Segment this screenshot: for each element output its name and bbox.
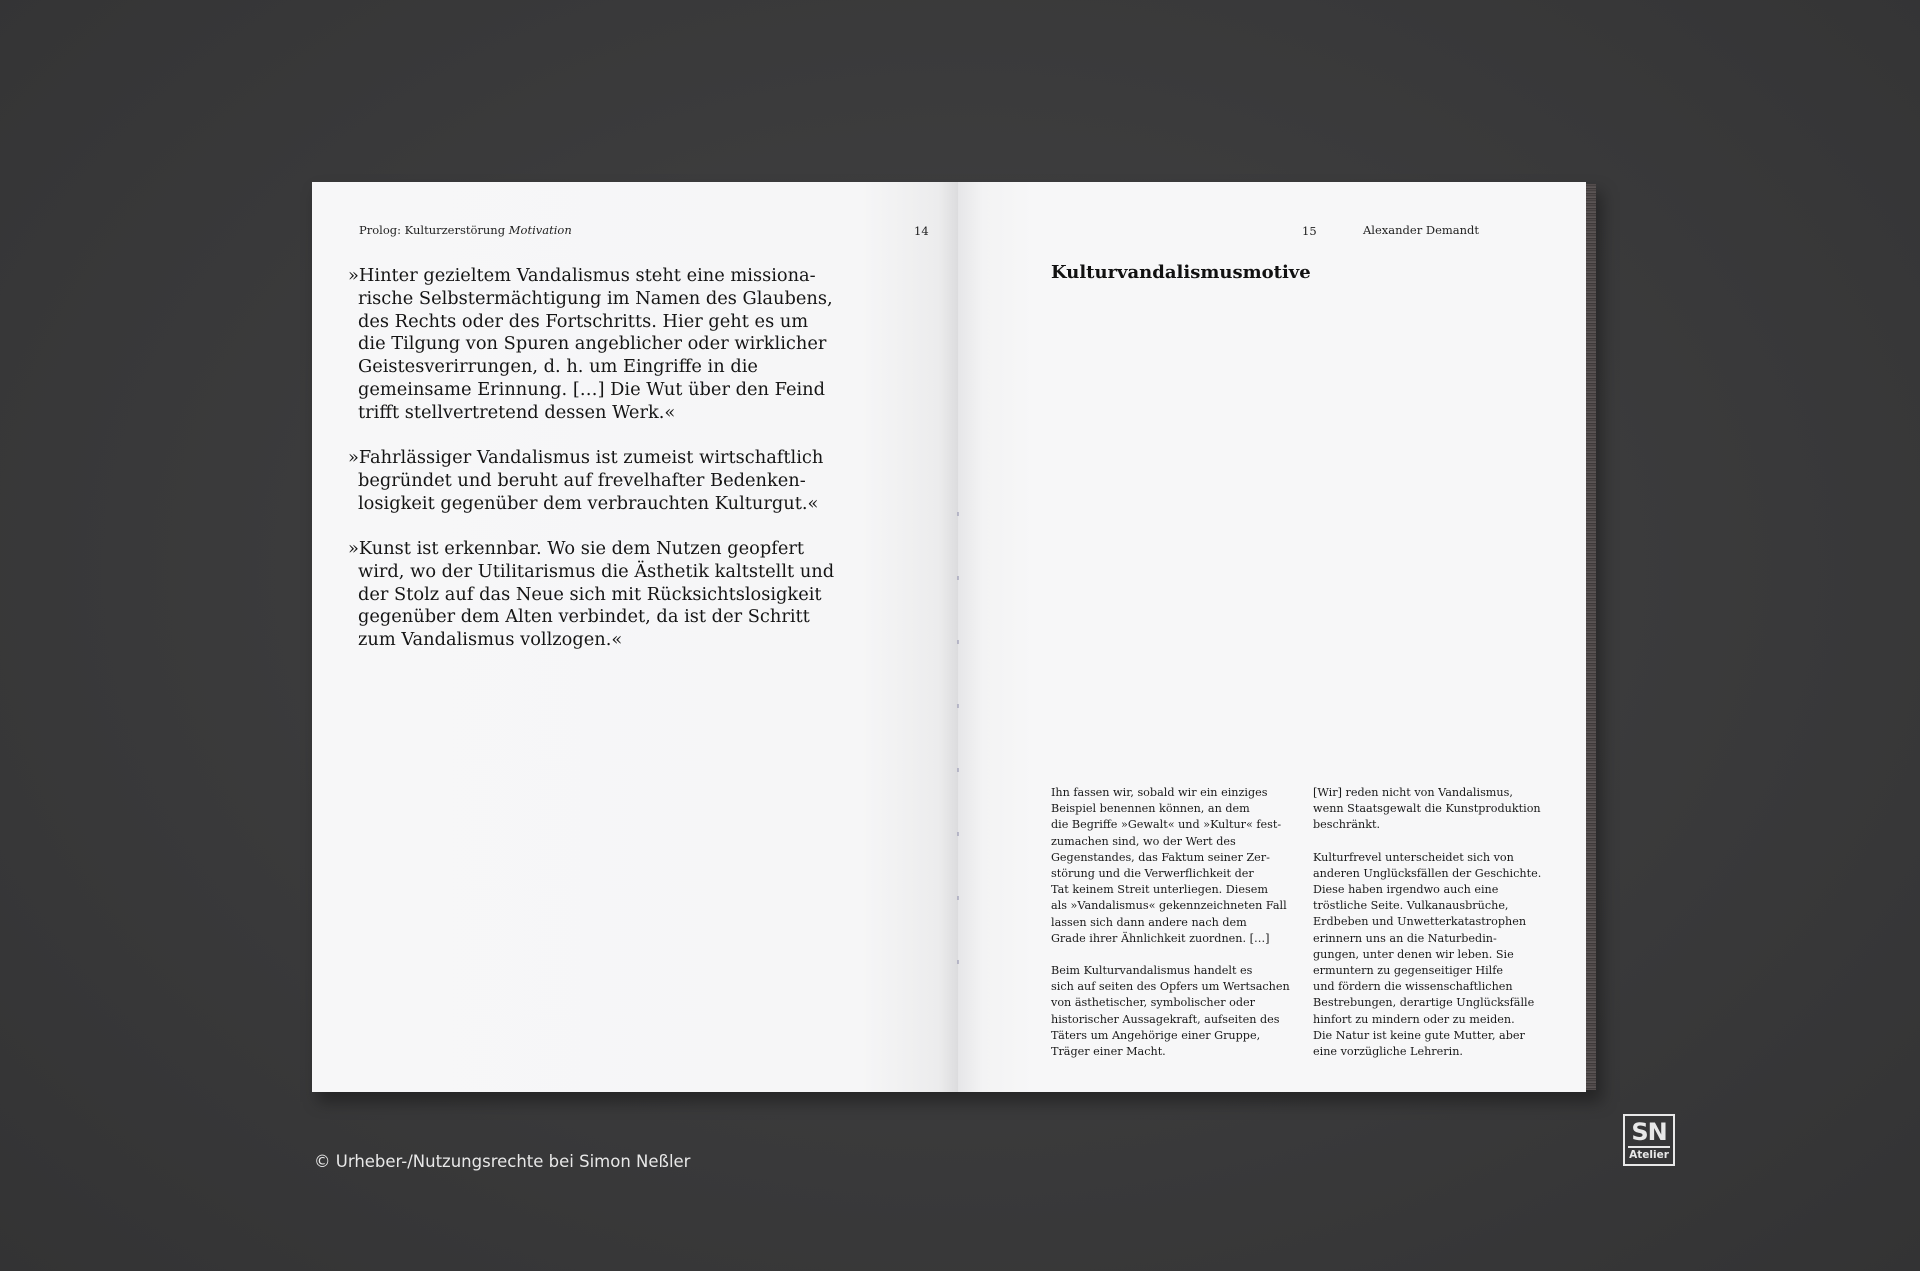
column-line: zumachen sind, wo der Wert des	[1051, 834, 1236, 848]
left-page	[312, 182, 958, 1092]
column-line: und fördern die wissenschaftlichen	[1313, 980, 1513, 994]
quote-line: gemeinsame Erinnung. […] Die Wut über den Feind	[358, 378, 826, 400]
column-line: Kulturfrevel unterscheidet sich von	[1313, 850, 1514, 864]
column-line: wenn Staatsgewalt die Kunstproduktion	[1313, 802, 1541, 816]
column-line: störung und die Verwerflichkeit der	[1051, 867, 1254, 881]
open-book	[312, 182, 1596, 1092]
quote-line: »Kunst ist erkennbar. Wo sie dem Nutzen geopfert	[348, 538, 804, 559]
quote-line: gegenüber dem Alten verbindet, da ist der Schritt	[358, 606, 810, 628]
column-line: Ihn fassen wir, sobald wir ein einziges	[1051, 786, 1268, 799]
column-line: hinfort zu mindern oder zu meiden.	[1313, 1012, 1515, 1026]
column-line: lassen sich dann andere nach dem	[1051, 915, 1247, 929]
chapter-title: Kulturvandalismusmotive	[1051, 262, 1311, 283]
logo-subtitle: Atelier	[1628, 1146, 1670, 1162]
book-page-edge	[1586, 184, 1596, 1090]
column-line: gungen, unter denen wir leben. Sie	[1313, 947, 1514, 961]
column-line: Beispiel benennen können, an dem	[1051, 802, 1250, 816]
column-line: ermuntern zu gegenseitiger Hilfe	[1313, 964, 1504, 978]
quote-line: des Rechts oder des Fortschritts. Hier geht es um	[358, 310, 809, 332]
column-line: Träger einer Macht.	[1051, 1045, 1166, 1059]
text-column-1	[1051, 785, 1290, 1060]
quote-line: rische Selbstermächtigung im Namen des Glaubens,	[358, 287, 833, 309]
logo-initials: SN	[1631, 1118, 1667, 1146]
column-line: Beim Kulturvandalismus handelt es	[1051, 964, 1253, 978]
column-line: Die Natur ist keine gute Mutter, aber	[1313, 1028, 1525, 1042]
quote-line: wird, wo der Utilitarismus die Ästhetik kaltstellt und	[358, 560, 835, 582]
column-line: tröstliche Seite. Vulkanausbrüche,	[1313, 899, 1509, 913]
quote-line: zum Vandalismus vollzogen.«	[358, 629, 623, 651]
column-line: Bestrebungen, derartige Unglücksfälle	[1313, 996, 1535, 1010]
column-line: eine vorzügliche Lehrerin.	[1313, 1045, 1463, 1059]
copyright-credit: © Urheber-/Nutzungsrechte bei Simon Neßler	[314, 1152, 691, 1171]
column-line: anderen Unglücksfällen der Geschichte.	[1313, 866, 1542, 880]
quote-2	[348, 447, 823, 515]
right-page-number: 15	[1302, 224, 1317, 238]
running-head-prefix: Prolog: Kulturzerstörung	[359, 223, 506, 237]
column-line: sich auf seiten des Opfers um Wertsachen	[1051, 980, 1290, 994]
column-line: Grade ihrer Ähnlichkeit zuordnen. […]	[1051, 931, 1270, 945]
column-line: als »Vandalismus« gekennzeichneten Fall	[1051, 899, 1287, 913]
left-page-number: 14	[914, 224, 929, 238]
column-line: die Begriffe »Gewalt« und »Kultur« fest-	[1051, 818, 1282, 832]
left-running-head	[359, 223, 572, 237]
quote-line: »Fahrlässiger Vandalismus ist zumeist wirtschaftlich	[348, 447, 824, 468]
sn-atelier-logo	[1623, 1114, 1675, 1166]
text-column-2	[1313, 785, 1541, 1060]
column-line: von ästhetischer, symbolischer oder	[1051, 996, 1256, 1010]
column-line: Diese haben irgendwo auch eine	[1313, 883, 1499, 897]
column-line: Tat keinem Streit unterliegen. Diesem	[1051, 883, 1268, 897]
column-line: Täters um Angehörige einer Gruppe,	[1051, 1028, 1261, 1042]
column-line: beschränkt.	[1313, 818, 1381, 832]
quote-3	[348, 538, 834, 652]
column-line: historischer Aussagekraft, aufseiten des	[1051, 1012, 1280, 1026]
column-line: [Wir] reden nicht von Vandalismus,	[1313, 786, 1513, 799]
quote-line: Geistesverirrungen, d. h. um Eingriffe in die	[358, 356, 758, 378]
right-running-head: Alexander Demandt	[1363, 223, 1480, 237]
spine-shadow	[957, 452, 959, 1012]
column-line: Erdbeben und Unwetterkatastrophen	[1313, 915, 1527, 929]
column-line: Gegenstandes, das Faktum seiner Zer-	[1051, 850, 1270, 864]
quote-line: der Stolz auf das Neue sich mit Rücksichtslosigkeit	[358, 583, 822, 605]
column-line: erinnern uns an die Naturbedin-	[1313, 931, 1497, 945]
quote-line: »Hinter gezieltem Vandalismus steht eine missiona-	[348, 265, 816, 286]
quote-line: trifft stellvertretend dessen Werk.«	[358, 401, 676, 423]
quote-line: begründet und beruht auf frevelhafter Bedenken-	[358, 469, 806, 491]
quote-line: losigkeit gegenüber dem verbrauchten Kulturgut.«	[358, 492, 819, 514]
quote-1	[348, 265, 833, 425]
quote-line: die Tilgung von Spuren angeblicher oder wirklicher	[358, 333, 827, 355]
running-head-italic: Motivation	[508, 223, 572, 237]
